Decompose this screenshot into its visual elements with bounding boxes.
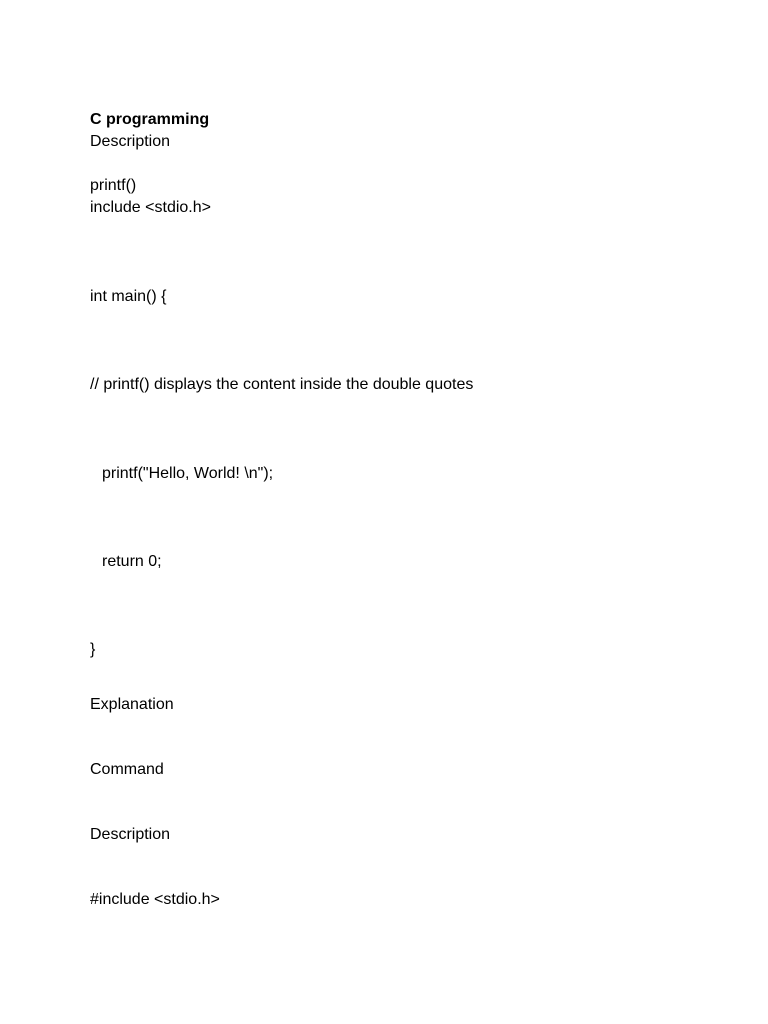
table-cell: #include <stdio.h> [90, 891, 220, 908]
text-line: printf() [90, 177, 137, 194]
text-line: include <stdio.h> [90, 199, 211, 216]
table-header-cell: Command [90, 761, 164, 778]
code-line: int main() { [90, 288, 167, 305]
section-heading: Explanation [90, 696, 174, 713]
document-title: C programming [90, 111, 210, 128]
code-comment-line: // printf() displays the content inside the double quotes [90, 376, 474, 393]
code-line: return 0; [102, 553, 162, 570]
code-line: } [90, 641, 96, 658]
table-header-cell: Description [90, 826, 171, 843]
code-line: printf("Hello, World! \n"); [102, 465, 274, 482]
text-line: Description [90, 133, 171, 150]
